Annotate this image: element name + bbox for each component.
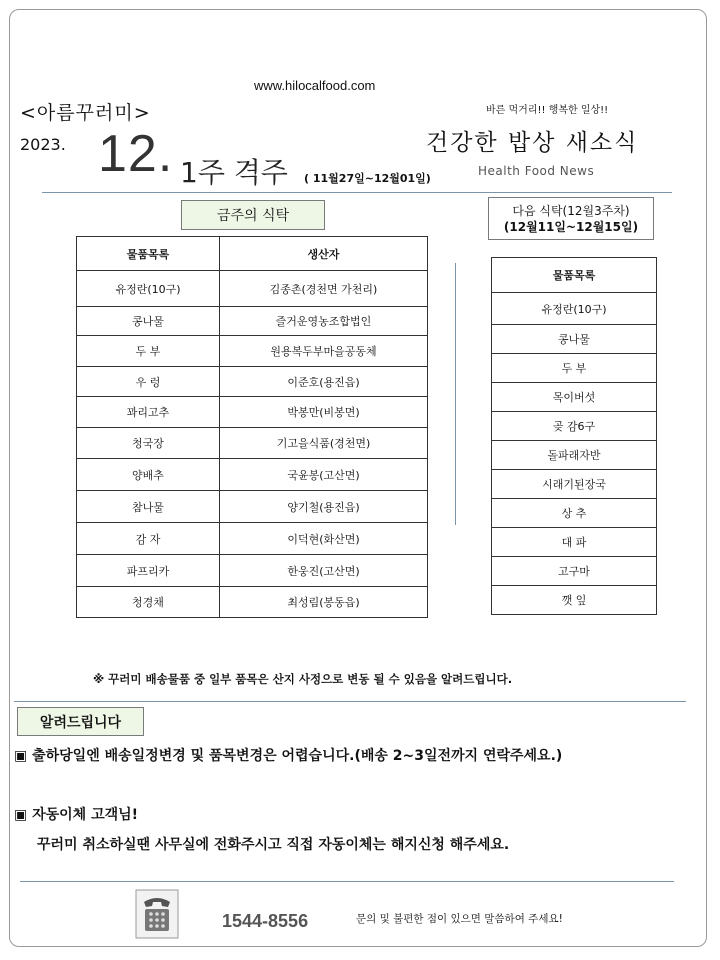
announce-label: 알려드립니다 xyxy=(17,707,144,736)
table-row xyxy=(77,271,428,307)
item-cell: 파프리카 xyxy=(77,555,220,587)
this-week-table xyxy=(76,236,428,618)
producer-cell: 기고을식품(경천면) xyxy=(220,428,428,459)
producer-cell: 한웅진(고산면) xyxy=(220,555,428,587)
item-cell: 감 자 xyxy=(77,523,220,555)
table-row xyxy=(77,307,428,336)
telephone-icon xyxy=(134,888,180,940)
column-header-producer: 생산자 xyxy=(220,237,428,271)
next-week-label: 다음 식탁(12월3주차) xyxy=(512,203,630,218)
next-item-cell: 시래기된장국 xyxy=(492,470,657,499)
week-label: 1주 격주 xyxy=(180,156,288,189)
table-row xyxy=(492,383,657,412)
producer-cell: 최성림(봉동읍) xyxy=(220,587,428,618)
header-divider xyxy=(42,192,672,193)
table-row xyxy=(492,499,657,528)
notice-text: ※ 꾸러미 배송물품 중 일부 품목은 산지 사정으로 변동 될 수 있음을 알려드립니다. xyxy=(93,672,513,686)
item-cell: 유정란(10구) xyxy=(77,271,220,307)
table-row xyxy=(77,367,428,397)
contact-text: 문의 및 불편한 점이 있으면 말씀하여 주세요! xyxy=(356,913,563,925)
table-row xyxy=(492,354,657,383)
next-week-label-box xyxy=(488,197,654,240)
column-divider xyxy=(455,263,456,525)
item-cell: 청경채 xyxy=(77,587,220,618)
announce-item-1: ▣ 출하당일엔 배송일정변경 및 품목변경은 어렵습니다.(배송 2~3일전까지 연락주세요.) xyxy=(14,748,563,764)
table-row xyxy=(492,586,657,615)
next-item-cell: 깻 잎 xyxy=(492,586,657,615)
producer-cell: 이덕현(화산면) xyxy=(220,523,428,555)
producer-cell: 양기철(용진읍) xyxy=(220,491,428,523)
month-number: 12. xyxy=(98,125,174,183)
next-item-cell: 유정란(10구) xyxy=(492,293,657,325)
item-cell: 콩나물 xyxy=(77,307,220,336)
item-cell: 참나물 xyxy=(77,491,220,523)
producer-cell: 국윤봉(고산면) xyxy=(220,459,428,491)
producer-cell: 박봉만(비봉면) xyxy=(220,397,428,428)
item-cell: 두 부 xyxy=(77,336,220,367)
next-week-table xyxy=(491,257,657,615)
item-cell: 청국장 xyxy=(77,428,220,459)
table-row xyxy=(77,397,428,428)
table-row xyxy=(77,459,428,491)
column-header-next-items: 물품목록 xyxy=(492,258,657,293)
producer-cell: 김종촌(경천면 가천리) xyxy=(220,271,428,307)
newsletter-title: 건강한 밥상 새소식 xyxy=(426,130,639,156)
next-item-cell: 두 부 xyxy=(492,354,657,383)
table-row xyxy=(492,325,657,354)
year: 2023. xyxy=(20,135,66,154)
announce-item-2-title: ▣ 자동이체 고객님! xyxy=(14,807,139,823)
column-header-items: 물품목록 xyxy=(77,237,220,271)
table-row xyxy=(492,293,657,325)
table-row xyxy=(77,491,428,523)
item-cell: 양배추 xyxy=(77,459,220,491)
table-row xyxy=(77,555,428,587)
website-url[interactable]: www.hilocalfood.com xyxy=(254,78,376,93)
footer-divider xyxy=(20,881,674,882)
newsletter-subtitle: Health Food News xyxy=(478,164,595,178)
table-row xyxy=(492,441,657,470)
next-item-cell: 고구마 xyxy=(492,557,657,586)
next-item-cell: 대 파 xyxy=(492,528,657,557)
table-row xyxy=(77,523,428,555)
next-week-range: (12월11일~12월15일) xyxy=(503,219,639,234)
next-item-cell: 곶 감6구 xyxy=(492,412,657,441)
producer-cell: 즐거운영농조합법인 xyxy=(220,307,428,336)
table-row xyxy=(492,412,657,441)
next-item-cell: 돌파래자반 xyxy=(492,441,657,470)
next-item-cell: 상 추 xyxy=(492,499,657,528)
table-row xyxy=(77,428,428,459)
table-row xyxy=(492,528,657,557)
table-row xyxy=(492,557,657,586)
brand-name: <아름꾸러미> xyxy=(20,102,151,124)
table-row xyxy=(77,336,428,367)
producer-cell: 이준호(용진읍) xyxy=(220,367,428,397)
item-cell: 우 렁 xyxy=(77,367,220,397)
item-cell: 꽈리고추 xyxy=(77,397,220,428)
next-item-cell: 목이버섯 xyxy=(492,383,657,412)
next-item-cell: 콩나물 xyxy=(492,325,657,354)
announce-item-2-body: 꾸러미 취소하실땐 사무실에 전화주시고 직접 자동이체는 해지신청 해주세요. xyxy=(37,837,510,853)
producer-cell: 원용복두부마을공동체 xyxy=(220,336,428,367)
table-row xyxy=(77,587,428,618)
phone-number[interactable]: 1544-8556 xyxy=(222,911,309,931)
notice-divider xyxy=(14,701,686,702)
slogan: 바른 먹거리!! 행복한 일상!! xyxy=(486,105,609,116)
table-row xyxy=(492,470,657,499)
date-range: ( 11월27일~12월01일) xyxy=(304,172,431,185)
this-week-label: 금주의 식탁 xyxy=(181,200,325,230)
